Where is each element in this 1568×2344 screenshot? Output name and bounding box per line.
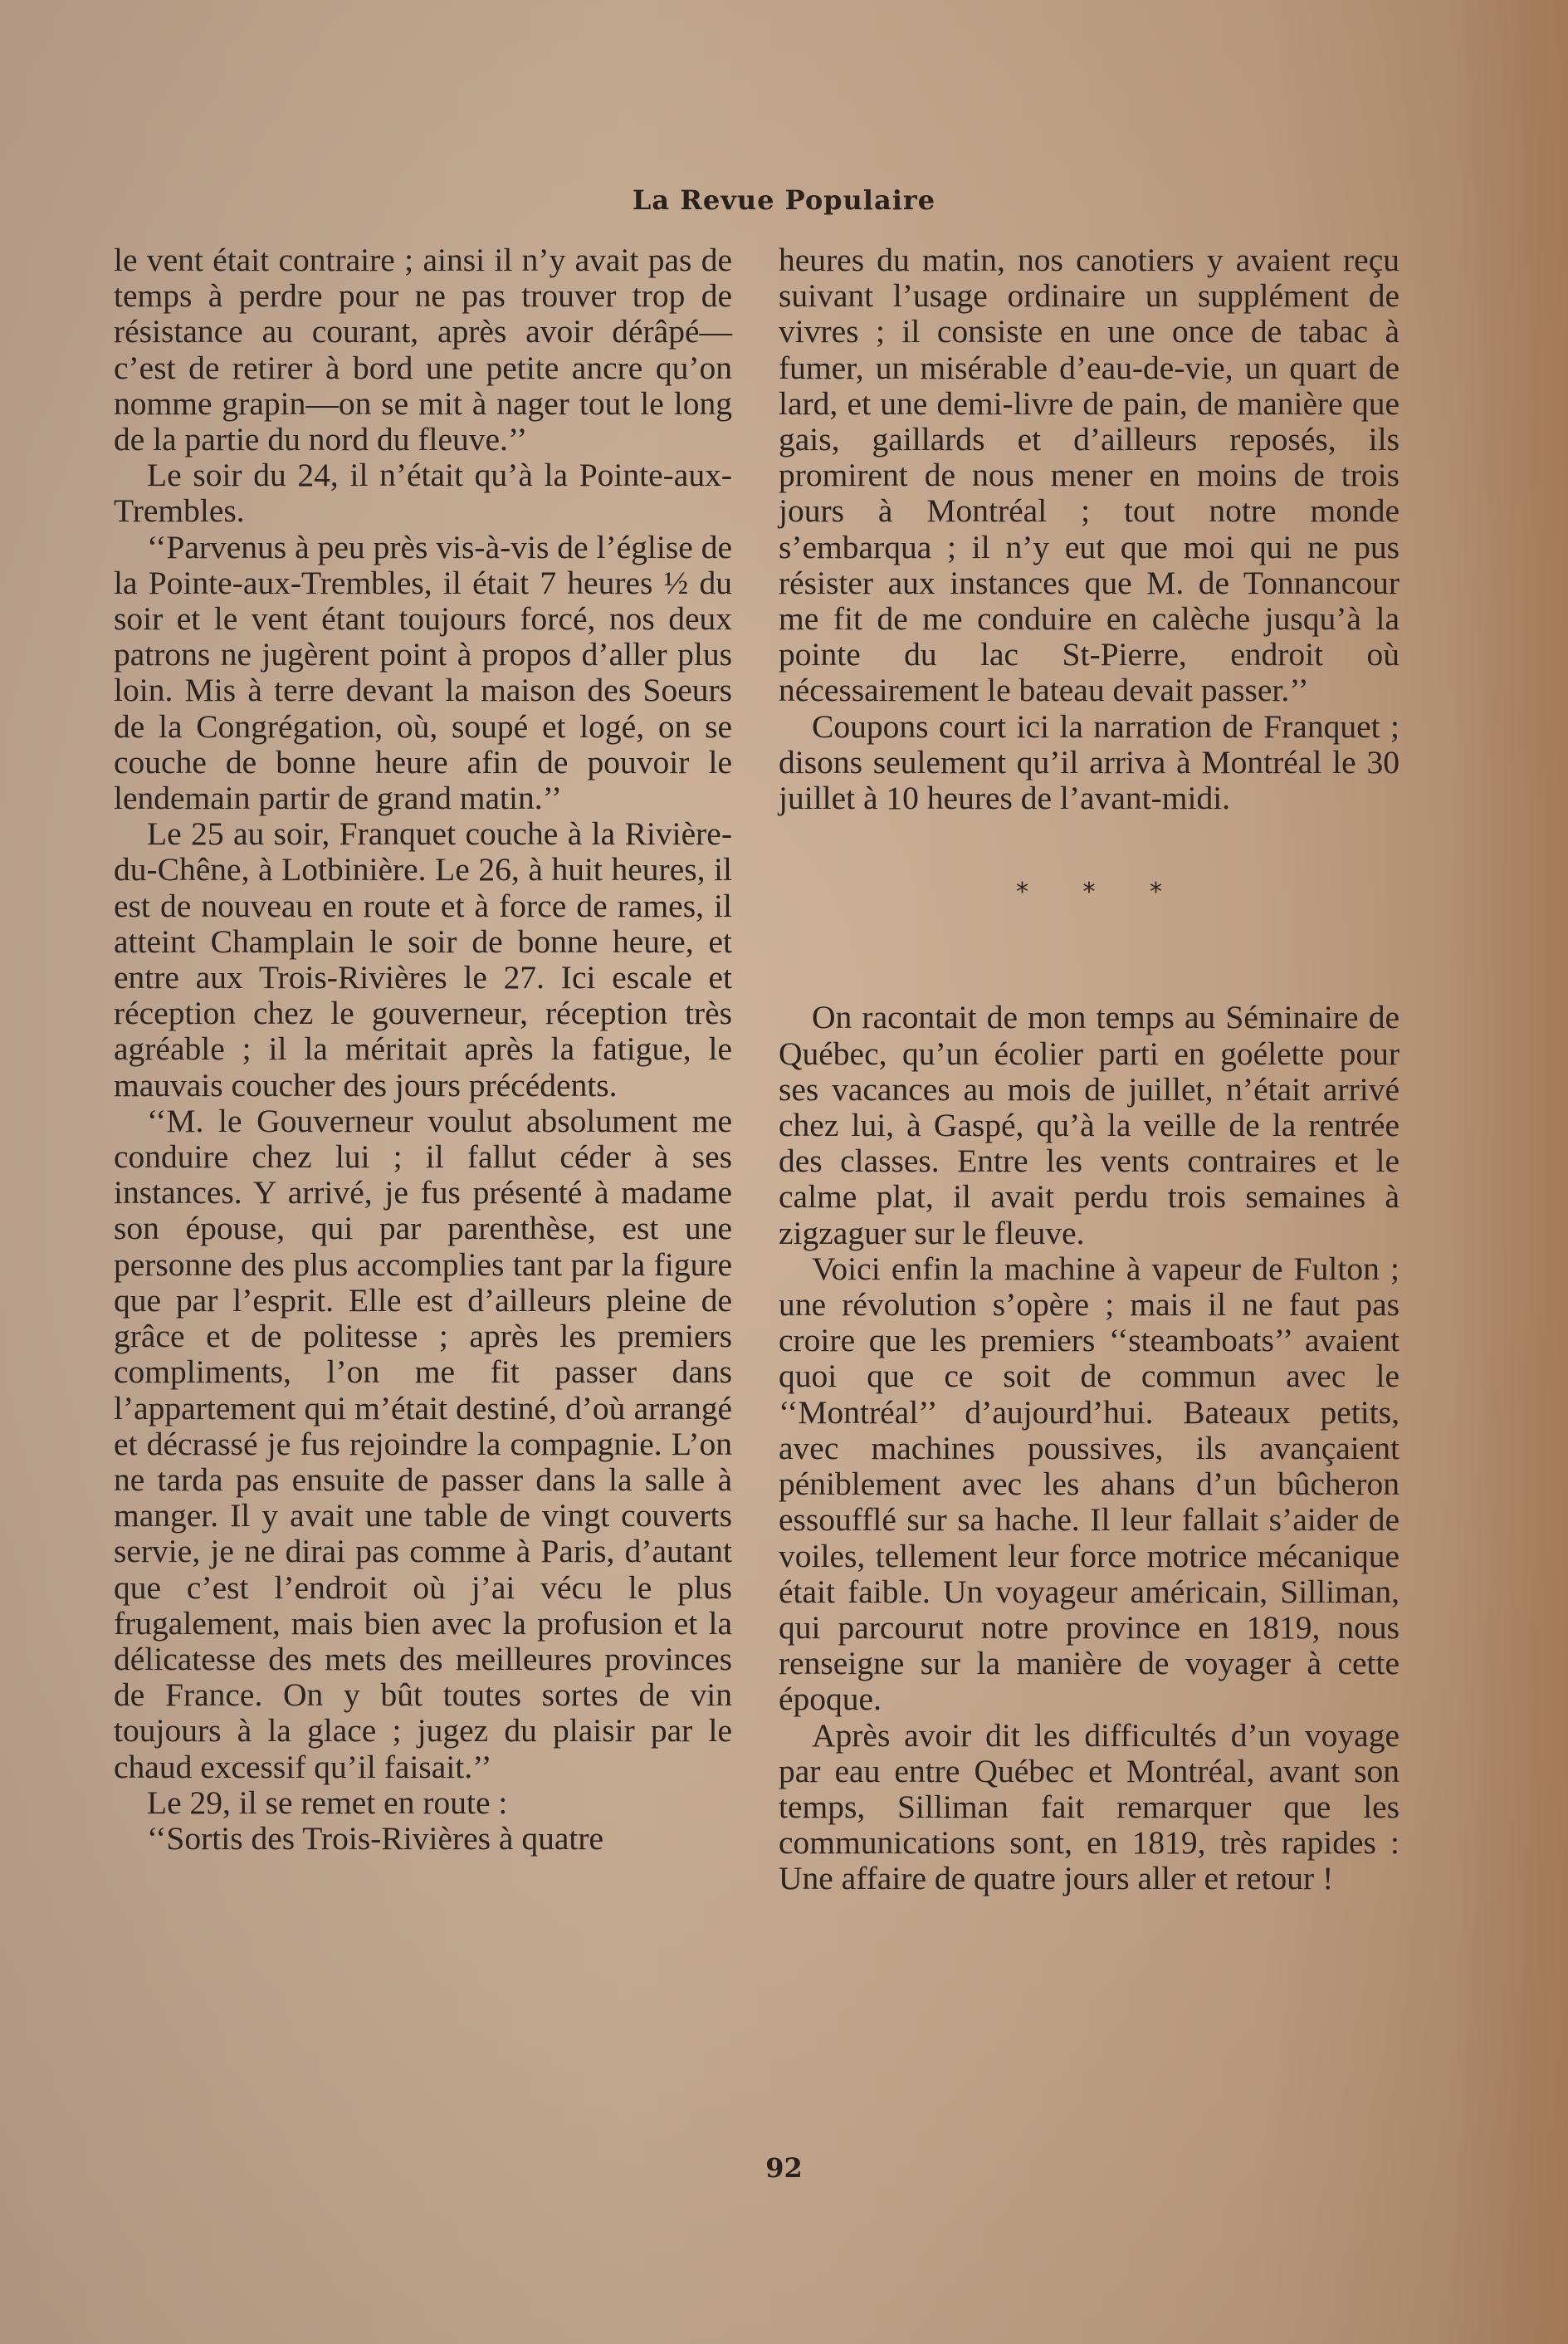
paragraph: Le 25 au soir, Franquet couche à la Rivière-du-Chêne, à Lotbinière. Le 26, à huit heures, il est de nouveau en route et à force de rames, il atteint Champlain le soir de bonne heure, et entre aux Trois-Rivières le 27. Ici escale et réception chez le gouverneur, réception très agréable ; il la méritait après la fatigue, le mauvais coucher des jours précédents.	[114, 815, 732, 1103]
page-number: 92	[765, 2152, 803, 2184]
paragraph: Le 29, il se remet en route :	[147, 1784, 508, 1821]
paragraph: ‘‘Sortis des Trois-Rivières à quatre	[147, 1819, 604, 1857]
paragraph: Coupons court ici la narration de Franquet ; disons seulement qu’il arriva à Montréal le 30 juillet à 10 heures de l’avant-midi.	[779, 707, 1399, 817]
paragraph: le vent était contraire ; ainsi il n’y avait pas de temps à perdre pour ne pas trouver trop de résistance au courant, après avoir dérâpé—c’est de retirer à bord une petite ancre qu’on nomme grapin—on se mit à nager tout le long de la partie du nord du fleuve.’’	[114, 242, 732, 458]
paragraph: ‘‘M. le Gouverneur voulut absolument me conduire chez lui ; il fallut céder à ses instances. Y arrivé, je fus présenté à madame son épouse, qui par parenthèse, est une personne des plus accomplies tant par la figure que par l’esprit. Elle est d’ailleurs pleine de grâce et de politesse ; après les premiers compliments, l’on me fit passer dans l’appartement qui m’était destiné, d’où arrangé et décrassé je fus rejoindre la compagnie. L’on ne tarda pas ensuite de passer dans la salle à manger. Il y avait une table de vingt couverts servie, je ne dirai pas comme à Paris, d’autant que c’est l’endroit où j’ai vécu le plus frugalement, mais bien avec la profusion et la délicatesse des mets des meilleures provinces de France. On y bût toutes sortes de vin toujours à la glace ; jugez du plaisir par le chaud excessif qu’il faisait.’’	[114, 1102, 732, 1785]
running-head: La Revue Populaire	[632, 184, 936, 216]
paragraph: Le soir du 24, il n’était qu’à la Pointe-aux-Trembles.	[114, 457, 732, 530]
paragraph: On racontait de mon temps au Séminaire de Québec, qu’un écolier parti en goélette pour ses vacances au mois de juillet, n’était arrivé chez lui, à Gaspé, qu’à la veille de la rentrée des classes. Entre les vents contraires et le calme plat, il avait perdu trois semaines à zigzaguer sur le fleuve.	[779, 999, 1399, 1251]
paragraph: Voici enfin la machine à vapeur de Fulton ; une révolution s’opère ; mais il ne faut pas croire que les premiers ‘‘steamboats’’ avaient quoi que ce soit de commun avec le ‘‘Montréal’’ d’aujourd’hui. Bateaux petits, avec machines poussives, ils avançaient péniblement avec les ahans d’un bûcheron essoufflé sur sa hache. Il leur fallait s’aider de voiles, tellement leur force motrice mécanique était faible. Un voyageur américain, Silliman, qui parcourut notre province en 1819, nous renseigne sur la manière de voyager à cette époque.	[779, 1250, 1399, 1718]
right-column	[779, 242, 1399, 1897]
section-separator: * * *	[1015, 878, 1186, 908]
paragraph: heures du matin, nos canotiers y avaient reçu suivant l’usage ordinaire un supplément de vivres ; il consiste en une once de tabac à fumer, un misérable d’eau-de-vie, un quart de lard, et une demi-livre de pain, de manière que gais, gaillards et d’ailleurs reposés, ils promirent de nous mener en moins de trois jours à Montréal ; tout notre monde s’embarqua ; il n’y eut que moi qui ne pus résister aux instances que M. de Tonnancour me fit de me conduire en calèche jusqu’à la pointe du lac St-Pierre, endroit où nécessairement le bateau devait passer.’’	[779, 242, 1399, 709]
left-column	[114, 242, 732, 1857]
paragraph: Après avoir dit les difficultés d’un voyage par eau entre Québec et Montréal, avant son temps, Silliman fait remarquer que les communications sont, en 1819, très rapides : Une affaire de quatre jours aller et retour !	[779, 1716, 1399, 1897]
paragraph: ‘‘Parvenus à peu près vis-à-vis de l’église de la Pointe-aux-Trembles, il était 7 heures ½ du soir et le vent étant toujours forcé, nos deux patrons ne jugèrent point à propos d’aller plus loin. Mis à terre devant la maison des Soeurs de la Congrégation, où, soupé et logé, on se couche de bonne heure afin de pouvoir le lendemain partir de grand matin.’’	[114, 528, 732, 817]
